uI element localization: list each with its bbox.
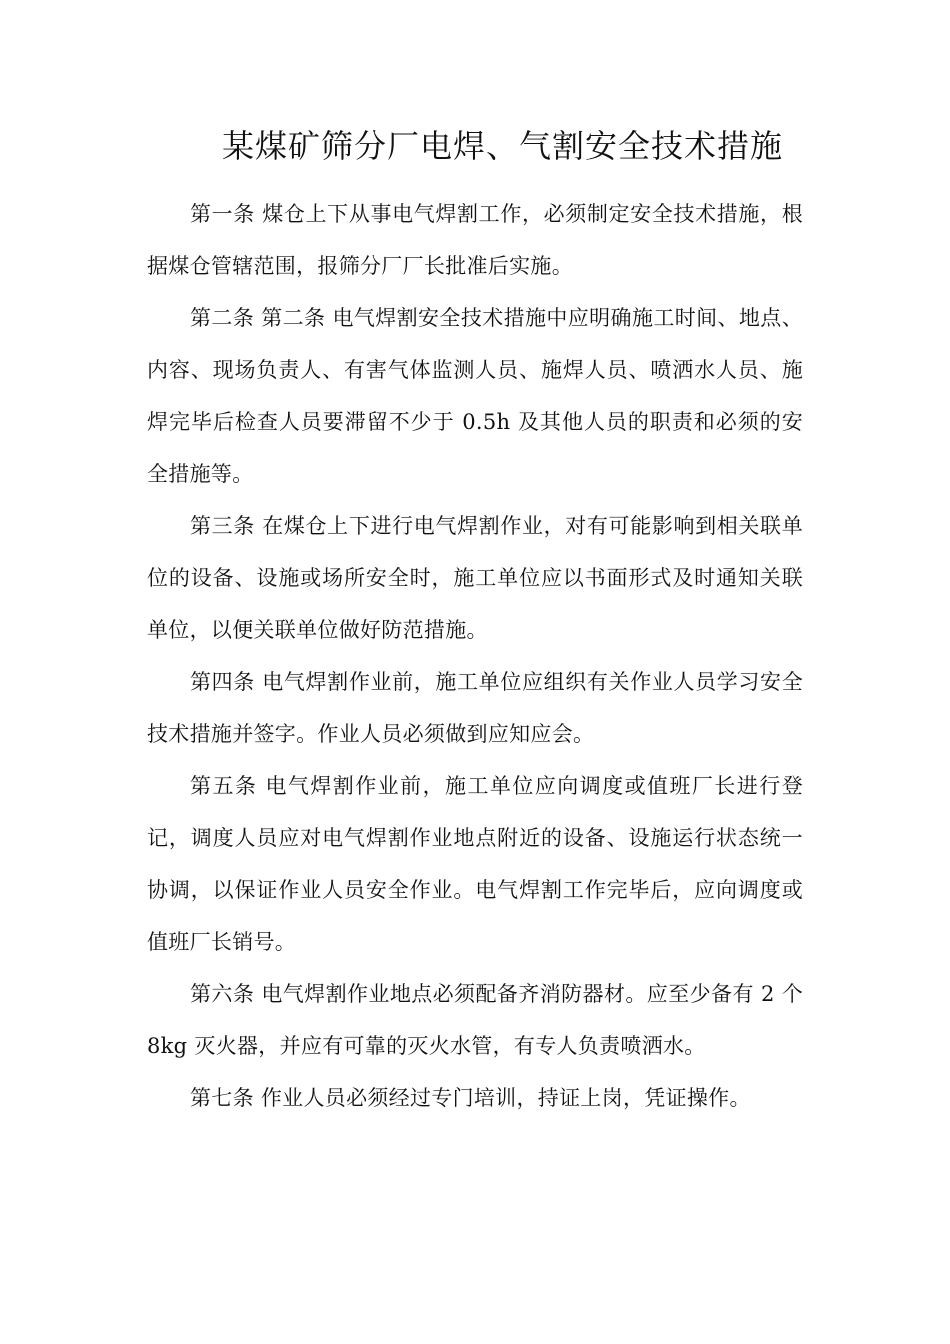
document-title: 某煤矿筛分厂电焊、气割安全技术措施 <box>222 127 784 165</box>
article-7-paragraph: 第七条 作业人员必须经过专门培训，持证上岗，凭证操作。 <box>190 1086 751 1110</box>
article-3-paragraph: 第三条 在煤仓上下进行电气焊割作业，对有可能影响到相关联单位的设备、设施或场所安全时，施工单位应以书面形式及时通知关联单位，以便关联单位做好防范措施。 <box>147 514 803 642</box>
article-2-paragraph: 第二条 第二条 电气焊割安全技术措施中应明确施工时间、地点、内容、现场负责人、有害气体监测人员、施焊人员、喷洒水人员、施焊完毕后检查人员要滞留不少于 0.5h 及其他人员的职责和必须的安全措施等。 <box>147 306 803 486</box>
article-6-paragraph: 第六条 电气焊割作业地点必须配备齐消防器材。应至少备有 2 个 8kg 灭火器，并应有可靠的灭火水管，有专人负责喷洒水。 <box>147 982 803 1058</box>
article-4-paragraph: 第四条 电气焊割作业前，施工单位应组织有关作业人员学习安全技术措施并签字。作业人员必须做到应知应会。 <box>147 670 803 746</box>
document-body <box>147 188 803 1124</box>
article-1-paragraph: 第一条 煤仓上下从事电气焊割工作，必须制定安全技术措施，根据煤仓管辖范围，报筛分厂厂长批准后实施。 <box>147 202 803 278</box>
article-5-paragraph: 第五条 电气焊割作业前，施工单位应向调度或值班厂长进行登记，调度人员应对电气焊割作业地点附近的设备、设施运行状态统一协调，以保证作业人员安全作业。电气焊割工作完毕后，应向调度或值班厂长销号。 <box>147 774 803 954</box>
